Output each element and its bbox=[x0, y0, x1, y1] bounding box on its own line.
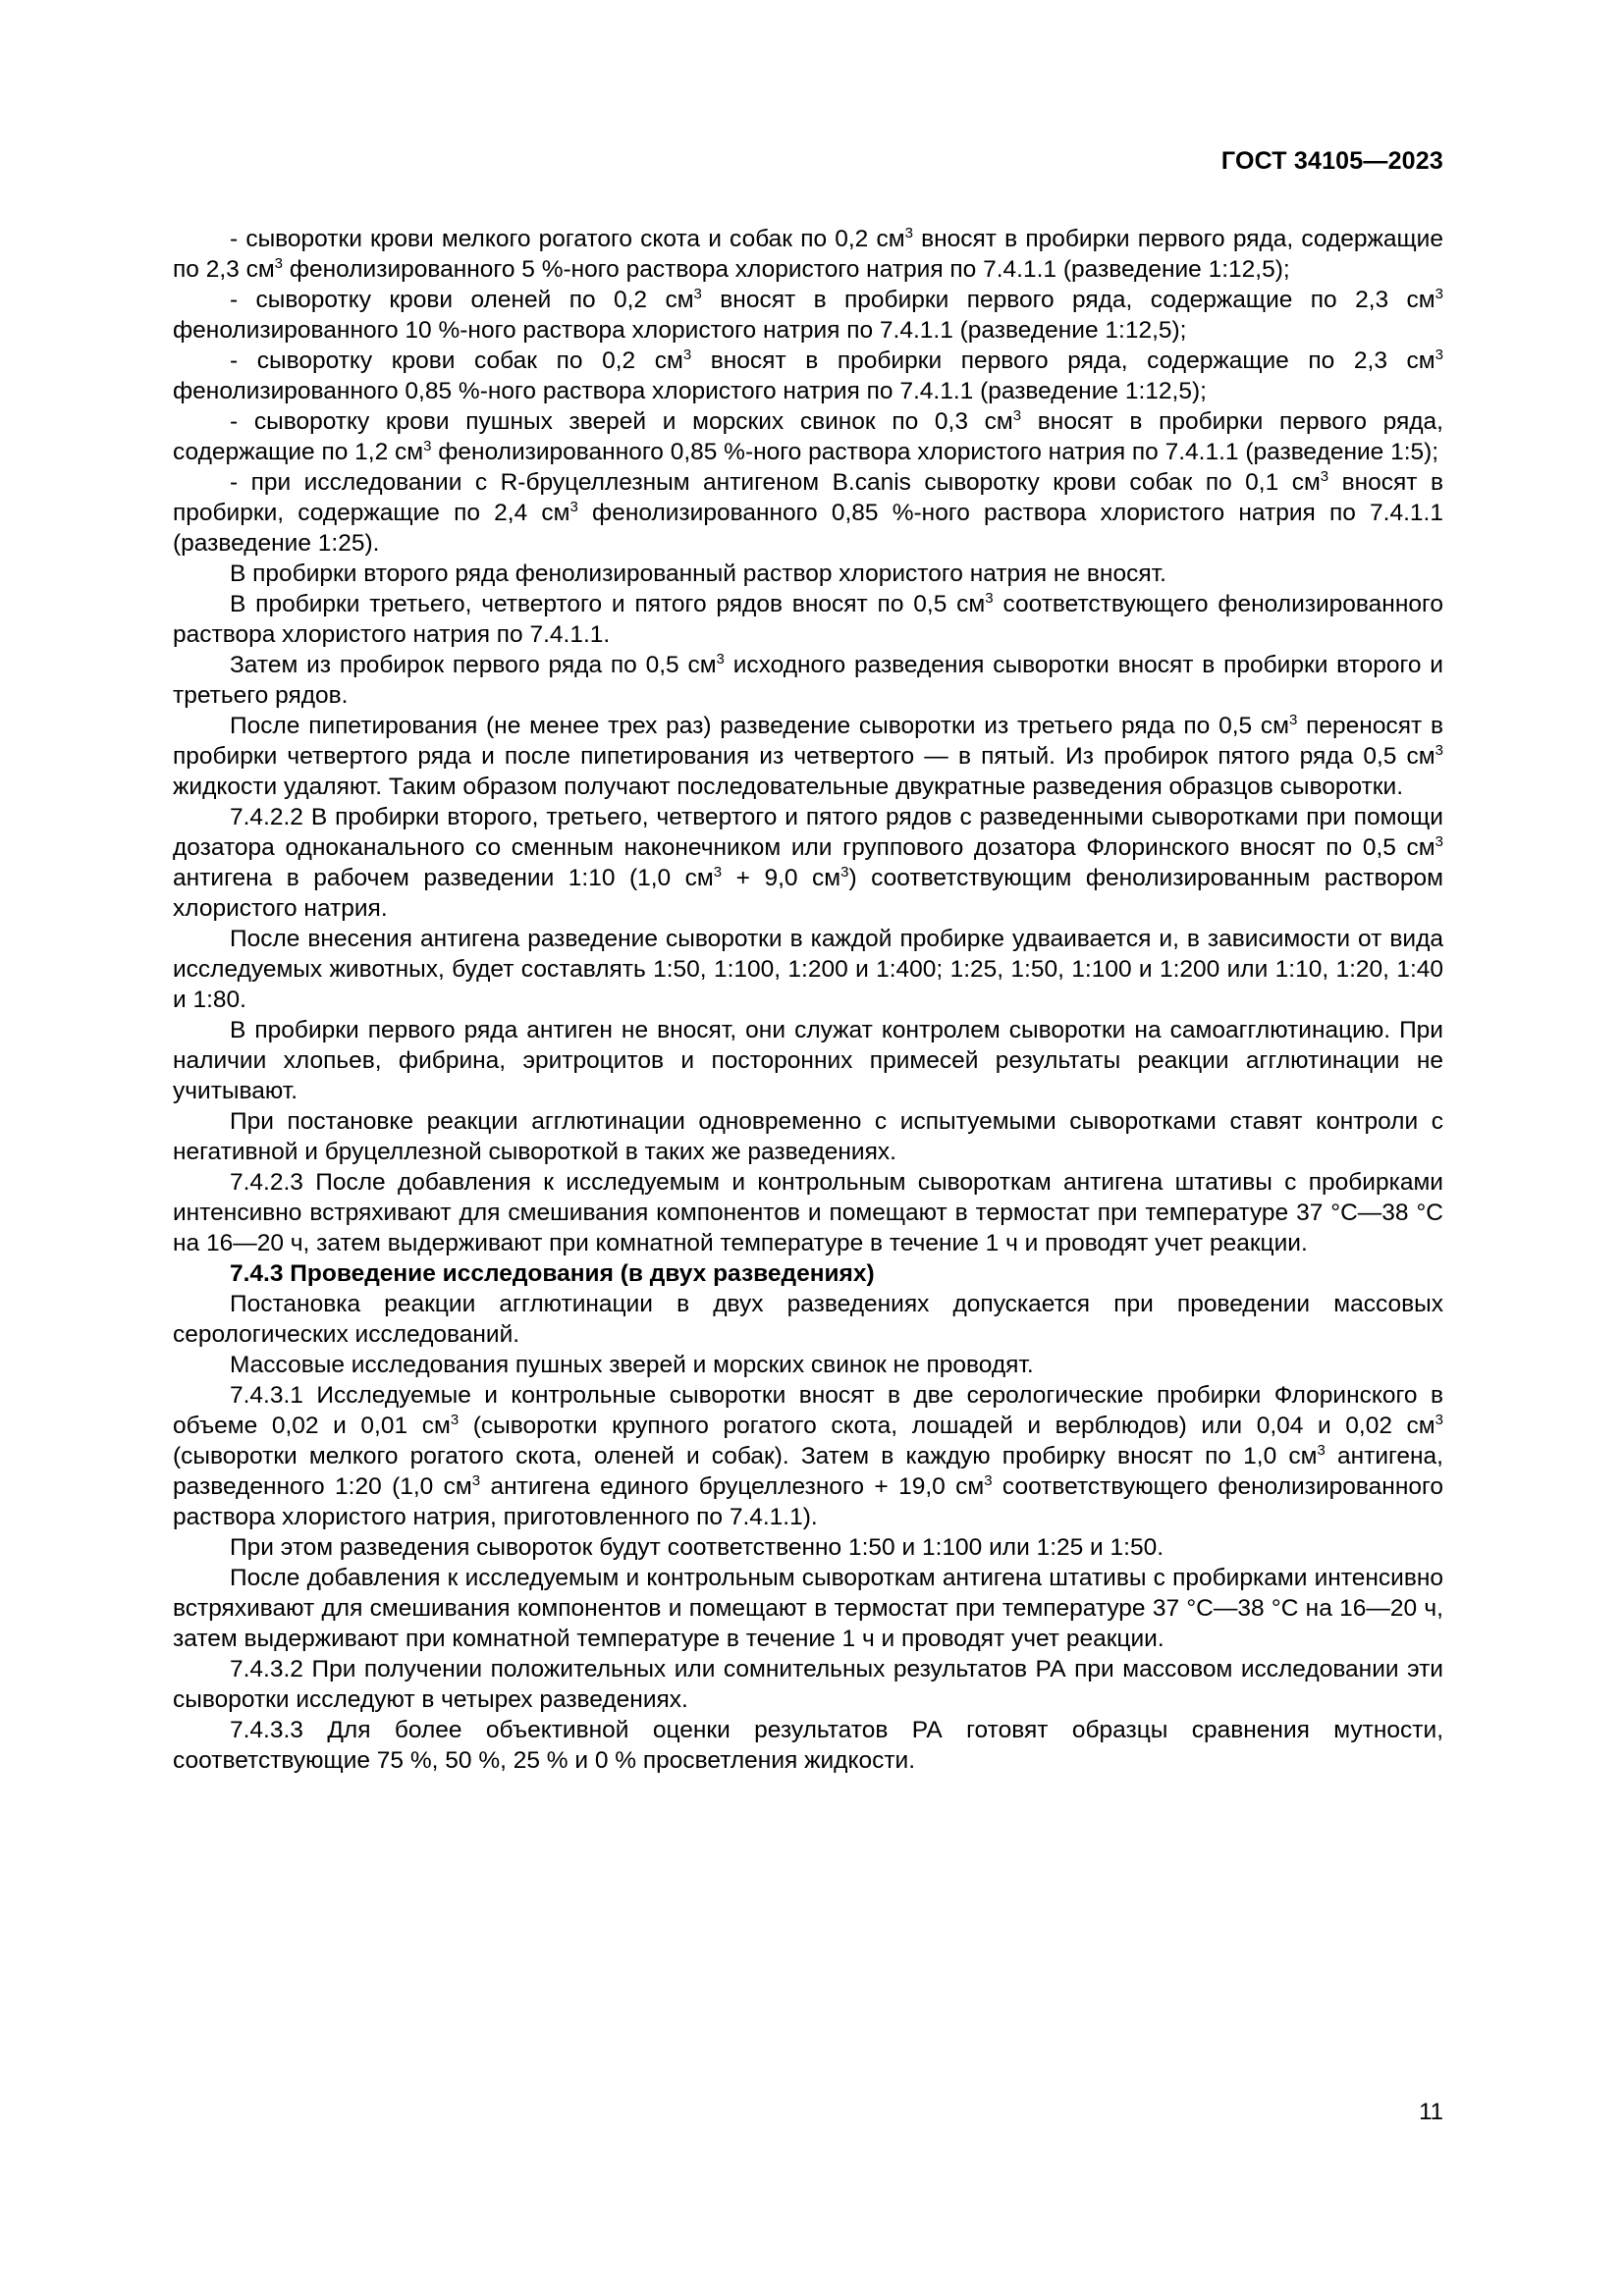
paragraph: Массовые исследования пушных зверей и морских свинок не проводят. bbox=[230, 1352, 1034, 1378]
section-heading: 7.4.3 Проведение исследования (в двух разведениях) bbox=[230, 1260, 875, 1287]
paragraph: После пипетирования (не менее трех раз) разведение сыворотки из третьего ряда по 0,5 $см^3$ переносят в пробирки четвертого ряда и после пипетирования из четвертого — в пятый. Из пробирок пятого ряда 0,5 $см^3$ жидкости удаляют. Таким образом получают последовательные двукратные разведения образцов сыворотки. bbox=[173, 712, 1443, 800]
paragraph: После добавления к исследуемым и контрольным сывороткам антигена штативы с пробирками интенсивно встряхивают для смешивания компонентов и помещают в термостат при температуре 37 °С—38 °С на 16—20 ч, затем выдерживают при комнатной температуре в течение 1 ч и проводят учет реакции. bbox=[173, 1565, 1443, 1652]
paragraph: После внесения антигена разведение сыворотки в каждой пробирке удваивается и, в зависимости от вида исследуемых животных, будет составлять 1:50, 1:100, 1:200 и 1:400; 1:25, 1:50, 1:100 и 1:200 или 1:10, 1:20, 1:40 и 1:80. bbox=[173, 926, 1443, 1013]
paragraph: Постановка реакции агглютинации в двух разведениях допускается при проведении массовых серологических исследований. bbox=[173, 1291, 1443, 1348]
paragraph: В пробирки третьего, четвертого и пятого рядов вносят по 0,5 $см^3$ соответствующего фенолизированного раствора хлористого натрия по 7.4.1.1. bbox=[173, 590, 1443, 648]
paragraph: - при исследовании с R-бруцеллезным антигеном B.canis сыворотку крови собак по 0,1 $см^3$ вносят в пробирки, содержащие по 2,4 $см^3$ фенолизированного 0,85 %-ного раствора хлористого натрия по 7.4.1.1 (разведение 1:25). bbox=[173, 468, 1443, 557]
paragraph: 7.4.2.3 После добавления к исследуемым и контрольным сывороткам антигена штативы с пробирками интенсивно встряхивают для смешивания компонентов и помещают в термостат при температуре 37 °С—38 °С на 16—20 ч, затем выдерживают при комнатной температуре в течение 1 ч и проводят учет реакции. bbox=[173, 1169, 1443, 1256]
paragraph: При этом разведения сывороток будут соответственно 1:50 и 1:100 или 1:25 и 1:50. bbox=[230, 1534, 1164, 1561]
document-code-header: ГОСТ 34105—2023 bbox=[1220, 147, 1443, 175]
paragraph: - сыворотку крови оленей по 0,2 $см^3$ вносят в пробирки первого ряда, содержащие по 2,3 $см^3$ фенолизированного 10 %-ного раствора хлористого натрия по 7.4.1.1 (разведение 1:12,5); bbox=[173, 286, 1443, 344]
page-number: 11 bbox=[1419, 2099, 1443, 2125]
paragraph: 7.4.2.2 В пробирки второго, третьего, четвертого и пятого рядов с разведенными сыворотками при помощи дозатора одноканального со сменным наконечником или группового дозатора Флоринского вносят по 0,5 $см^3$ антигена в рабочем разведении 1:10 (1,0 $см^3 + 9,0$ $см^3$) соответствующим фенолизированным раствором хлористого натрия. bbox=[173, 804, 1443, 922]
paragraph: Затем из пробирок первого ряда по 0,5 $см^3$ исходного разведения сыворотки вносят в пробирки второго и третьего рядов. bbox=[173, 651, 1443, 709]
paragraph: В пробирки второго ряда фенолизированный раствор хлористого натрия не вносят. bbox=[230, 561, 1166, 587]
paragraph: 7.4.3.2 При получении положительных или сомнительных результатов РА при массовом исследовании эти сыворотки исследуют в четырех разведениях. bbox=[173, 1656, 1443, 1713]
paragraph: 7.4.3.1 Исследуемые и контрольные сыворотки вносят в две серологические пробирки Флоринского в объеме 0,02 и 0,01 $см^3$ (сыворотки крупного рогатого скота, лошадей и верблюдов) или 0,04 и 0,02 $см^3$ (сыворотки мелкого рогатого скота, оленей и собак). Затем в каждую пробирку вносят по 1,0 $см^3$ антигена, разведенного 1:20 (1,0 $см^3$ антигена единого бруцеллезного + 19,0 $см^3$ соответствующего фенолизированного раствора хлористого натрия, приготовленного по 7.4.1.1). bbox=[173, 1382, 1443, 1530]
paragraph: При постановке реакции агглютинации одновременно с испытуемыми сыворотками ставят контроли с негативной и бруцеллезной сывороткой в таких же разведениях. bbox=[173, 1108, 1443, 1165]
paragraph: - сыворотки крови мелкого рогатого скота и собак по 0,2 $см^3$ вносят в пробирки первого ряда, содержащие по 2,3 $см^3$ фенолизированного 5 %-ного раствора хлористого натрия по 7.4.1.1 (разведение 1:12,5); bbox=[173, 225, 1443, 283]
paragraph: - сыворотку крови пушных зверей и морских свинок по 0,3 $см^3$ вносят в пробирки первого ряда, содержащие по 1,2 $см^3$ фенолизированного 0,85 %-ного раствора хлористого натрия по 7.4.1.1 (разведение 1:5); bbox=[173, 407, 1443, 465]
document-body bbox=[173, 224, 1443, 1776]
paragraph: В пробирки первого ряда антиген не вносят, они служат контролем сыворотки на самоагглютинацию. При наличии хлопьев, фибрина, эритроцитов и посторонних примесей результаты реакции агглютинации не учитывают. bbox=[173, 1017, 1443, 1104]
paragraph: - сыворотку крови собак по 0,2 $см^3$ вносят в пробирки первого ряда, содержащие по 2,3 $см^3$ фенолизированного 0,85 %-ного раствора хлористого натрия по 7.4.1.1 (разведение 1:12,5); bbox=[173, 347, 1443, 404]
paragraph: 7.4.3.3 Для более объективной оценки результатов РА готовят образцы сравнения мутности, соответствующие 75 %, 50 %, 25 % и 0 % просветления жидкости. bbox=[173, 1717, 1443, 1774]
